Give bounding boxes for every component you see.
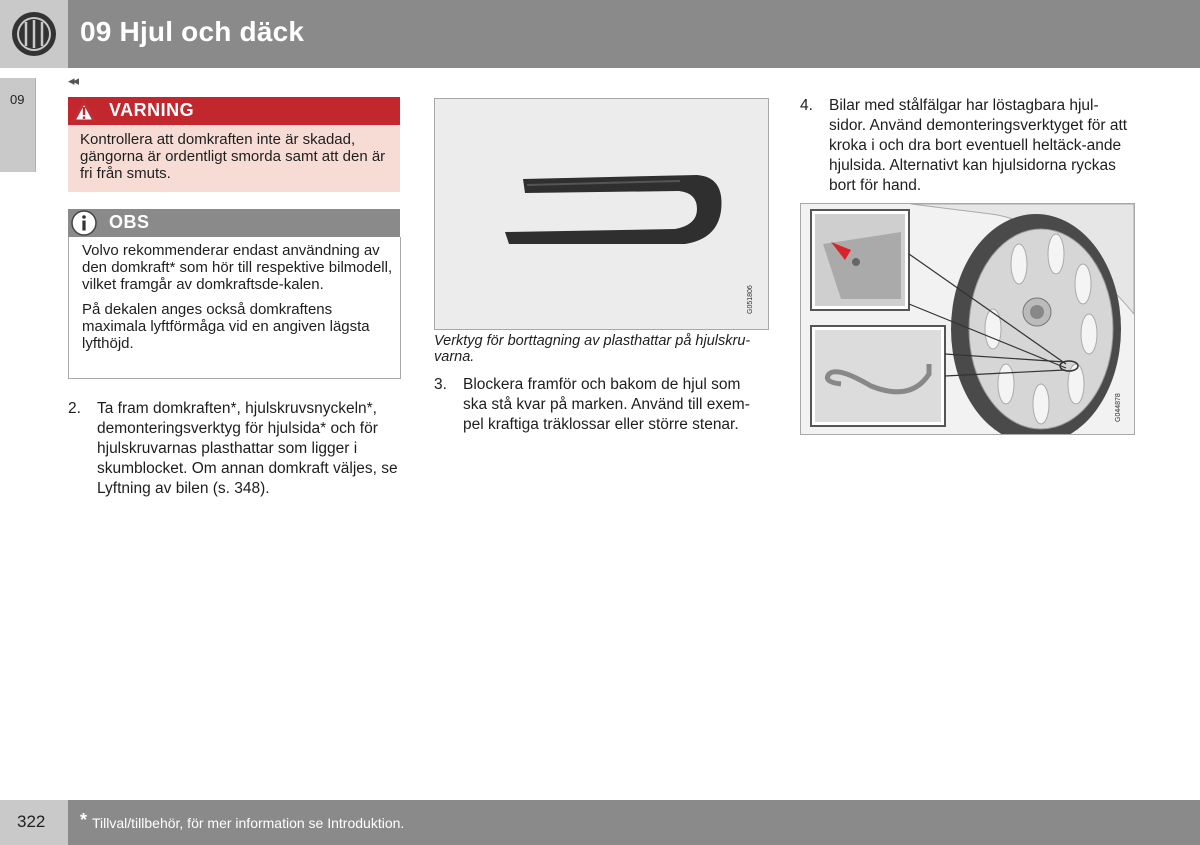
footnote-star: * (80, 810, 88, 830)
obs-header (68, 209, 400, 237)
figure-code: G051806 (747, 285, 754, 314)
warning-header (68, 97, 400, 125)
step-2 (68, 399, 400, 499)
figure-code: G044878 (1115, 393, 1122, 422)
chapter-icon-box (0, 0, 68, 68)
chapter-number: 09 (10, 92, 25, 107)
footer-bar (68, 800, 1200, 845)
hubcap-removal-illustration (801, 204, 1134, 434)
figure-tool (434, 98, 769, 330)
page-number: 322 (17, 812, 46, 831)
chapter-side-tab (0, 78, 36, 172)
continuation-mark: ◂◂ (68, 73, 78, 88)
warning-title: VARNING (109, 100, 195, 120)
warning-triangle-icon (70, 98, 98, 124)
step-number: 4. (800, 97, 813, 114)
obs-paragraph: Volvo rekommenderar endast användning av den domkraft* som hör till respektive bilmodell, vilket framgår av domkraftsde-kalen. (82, 242, 393, 293)
info-icon (71, 210, 97, 236)
wheel-icon (0, 0, 68, 68)
page-title: 09 Hjul och däck (80, 16, 305, 47)
step-text: Ta fram domkraften*, hjulskruvsnyckeln*, demonteringsverktyg för hjulsida* och för hjulskruvarnas plasthattar som ligger i skumblocket. Om annan domkraft väljes, se Lyftning av bilen (s. 348). (97, 400, 398, 497)
obs-box (68, 237, 401, 379)
step-4 (800, 96, 1133, 196)
page-header (0, 0, 1200, 68)
footnote-text: Tillval/tillbehör, för mer information se Introduktion. (92, 815, 405, 831)
step-number: 3. (434, 376, 447, 393)
warning-text: Kontrollera att domkraften inte är skadad, gängorna är ordentligt smorda samt att den är fri från smuts. (68, 125, 400, 192)
footer-page-box (0, 800, 68, 845)
step-text: Bilar med stålfälgar har löstagbara hjul-sidor. Använd demonteringsverktyget för att kroka i och dra bort eventuell heltäck-ande hjulsida. Alternativt kan hjulsidorna ryckas bort för hand. (829, 97, 1128, 194)
obs-title: OBS (109, 212, 150, 232)
step-3 (434, 375, 767, 437)
step-text: Blockera framför och bakom de hjul som ska stå kvar på marken. Använd till exem-pel kraftiga träklossar eller större stenar. (463, 376, 750, 433)
plastic-cap-remover-tool-illustration (435, 99, 768, 329)
figure-caption: Verktyg för borttagning av plasthattar på hjulskru-varna. (434, 333, 751, 365)
figure-hubcap-removal (800, 203, 1135, 435)
obs-paragraph: På dekalen anges också domkraftens maximala lyftförmåga vid en angiven lägsta lyfthöjd. (82, 301, 370, 352)
step-number: 2. (68, 400, 81, 417)
